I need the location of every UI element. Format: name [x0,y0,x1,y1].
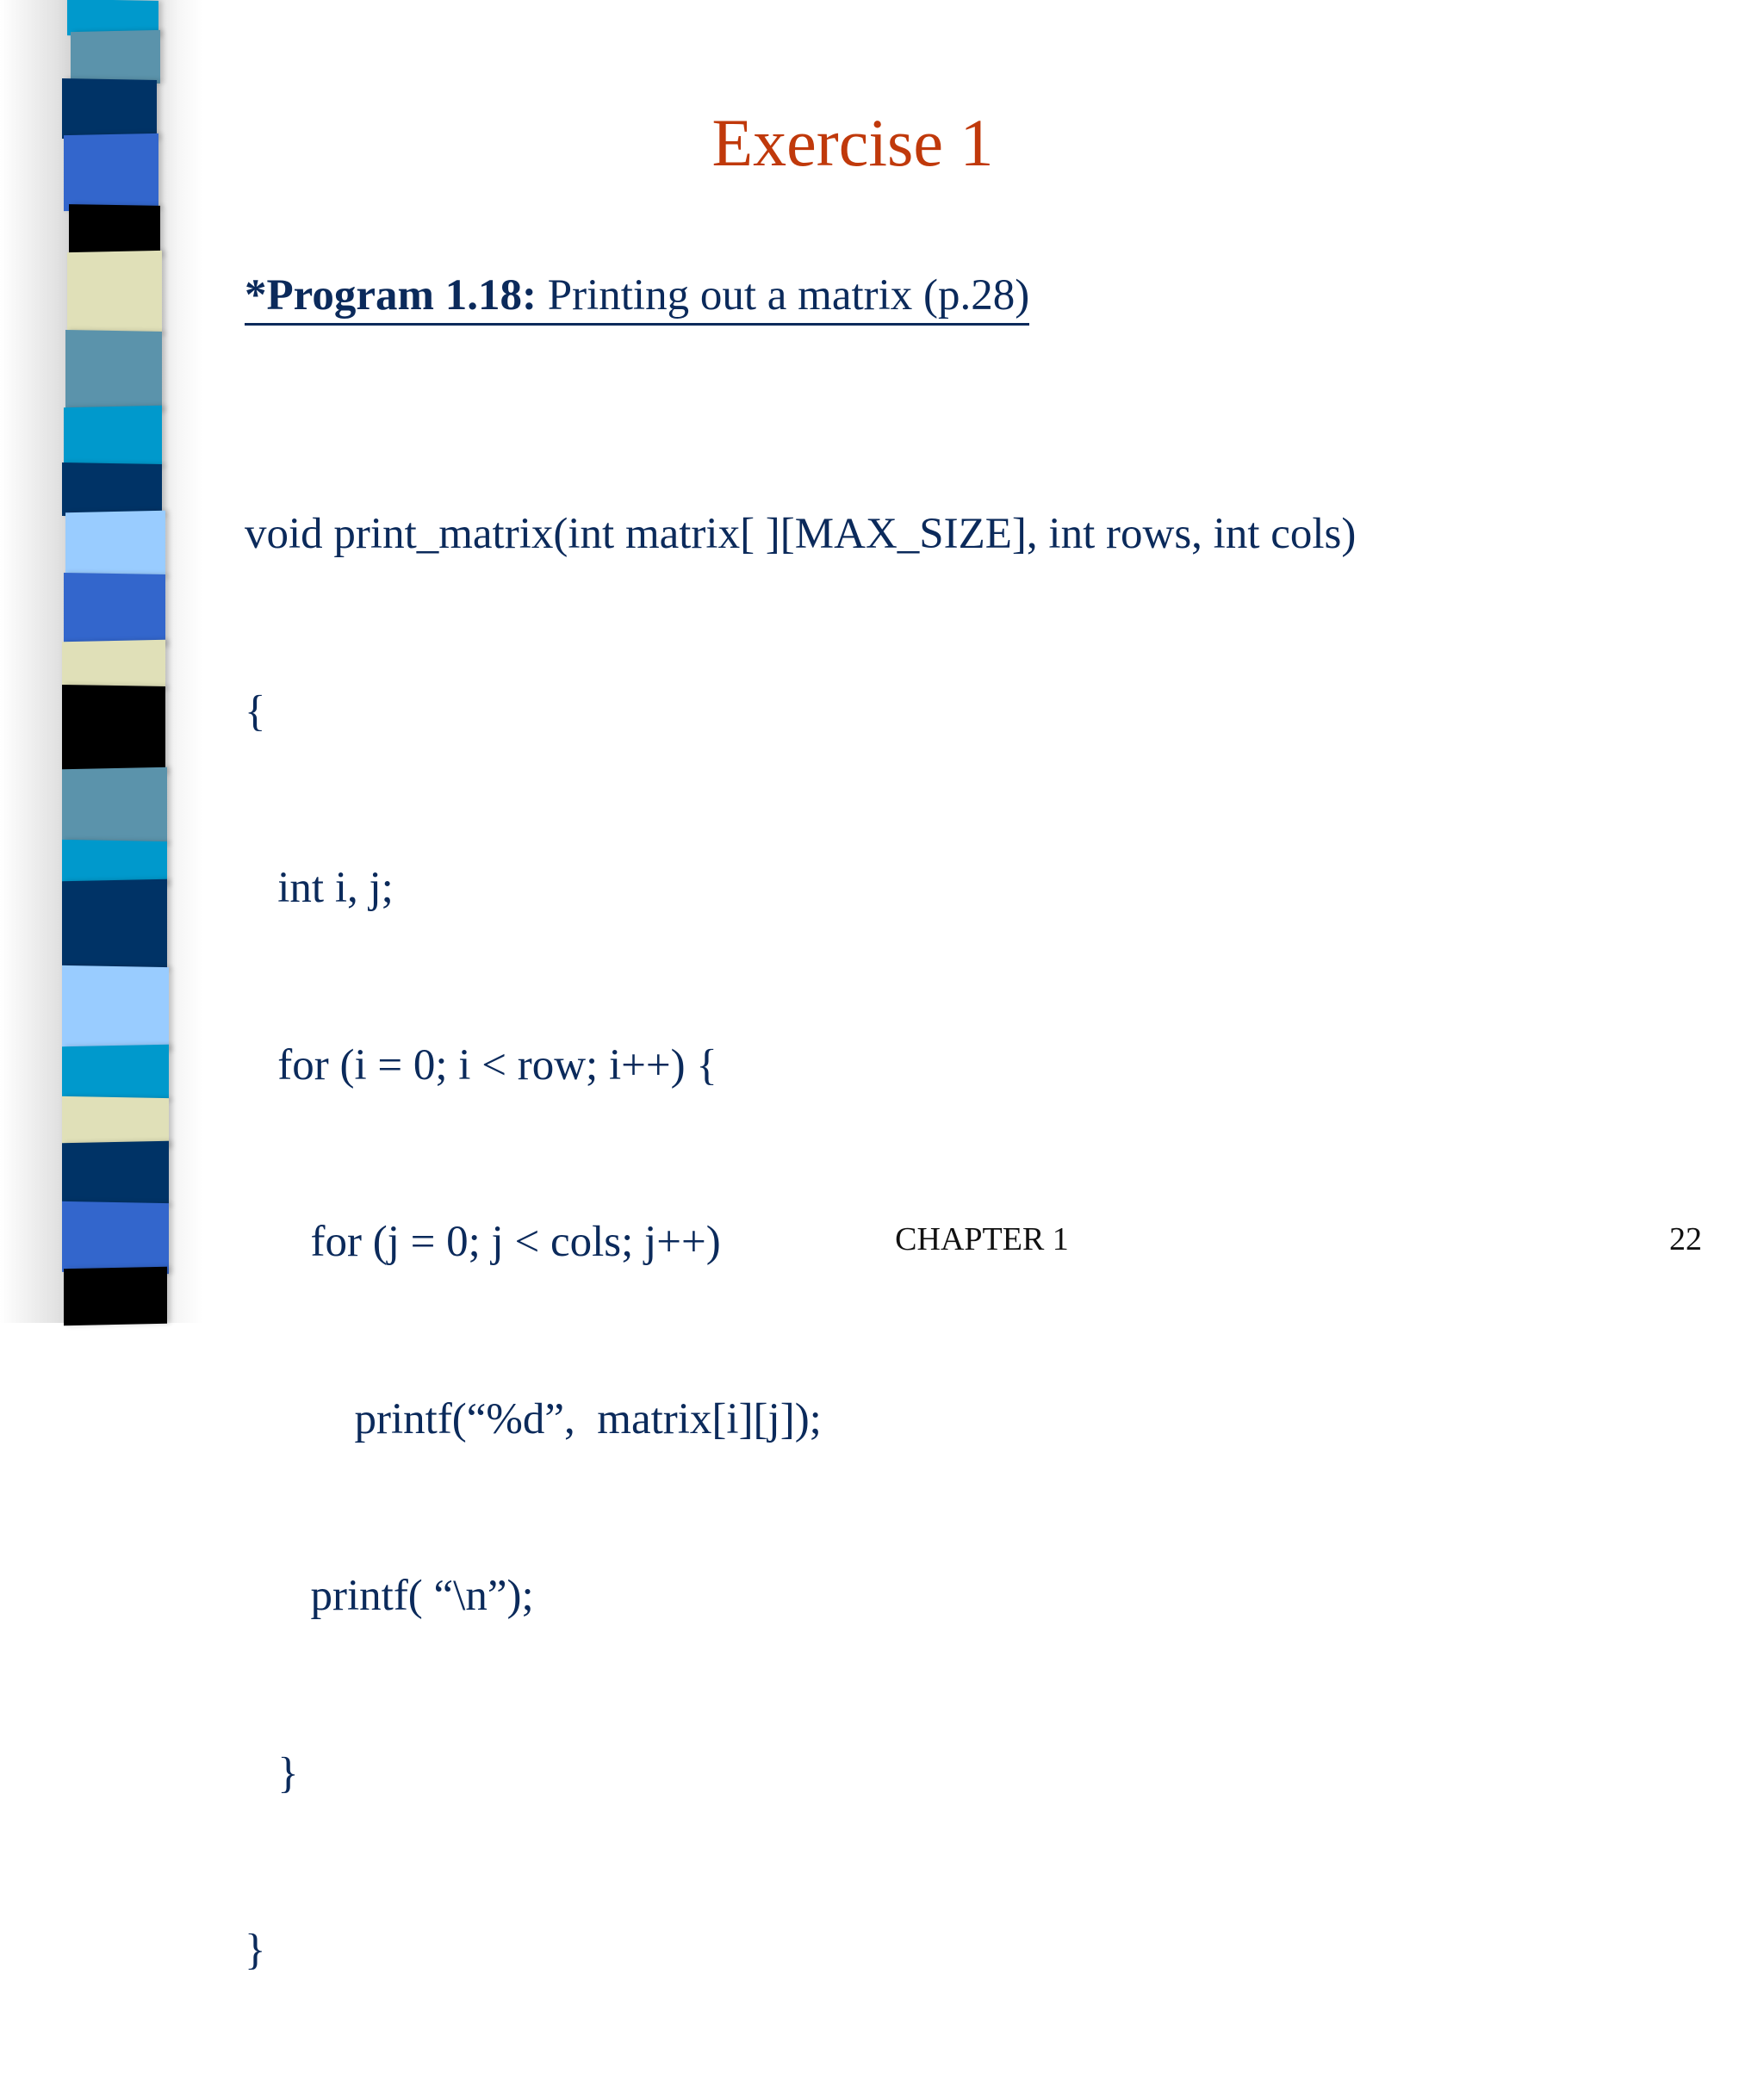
code-line: printf( “\n”); [245,1572,534,1620]
decorative-stripe [62,78,157,140]
decorative-stripe [62,965,169,1052]
decorative-stripe [62,879,167,973]
code-line: for (i = 0; i < row; i++) { [245,1040,717,1089]
decorative-stripe [64,406,162,469]
decorative-stripe [62,1045,169,1104]
code-line: void print_matrix(int matrix[ ][MAX_SIZE], int rows, int cols) [245,510,1357,558]
decorative-stripe [71,30,160,85]
decorative-stripe [62,1201,169,1274]
code-line: for (j = 0; j < cols; j++) [245,1218,721,1266]
program-heading-label: *Program 1.18: [245,271,537,320]
decorative-stripe [65,511,165,580]
page-number: 22 [1669,1221,1702,1257]
program-heading [245,268,1029,326]
code-line: int i, j; [245,864,394,912]
decorative-stripe [64,133,158,211]
code-line: { [245,686,266,736]
footer-chapter: CHAPTER 1 [895,1221,1069,1257]
decorative-stripe [67,251,162,337]
decorative-stripe [62,1141,169,1209]
decorative-stripe [65,330,162,413]
decorative-stripe-bar [62,0,170,1323]
decorative-stripe [62,462,162,518]
code-line: printf(“%d”, matrix[i][j]); [245,1394,822,1443]
decorative-stripe [64,1267,167,1326]
code-line: } [245,1748,299,1797]
decorative-stripe [69,204,160,258]
decorative-stripe [62,685,165,774]
program-heading-text: Printing out a matrix (p.28) [536,271,1030,320]
decorative-stripe [62,767,167,847]
slide-title: Exercise 1 [711,105,994,180]
decorative-stripe [62,640,165,692]
code-line: } [245,1926,266,1974]
decorative-stripe [62,1096,169,1148]
decorative-stripe [64,573,165,647]
code-block [245,387,1356,2098]
